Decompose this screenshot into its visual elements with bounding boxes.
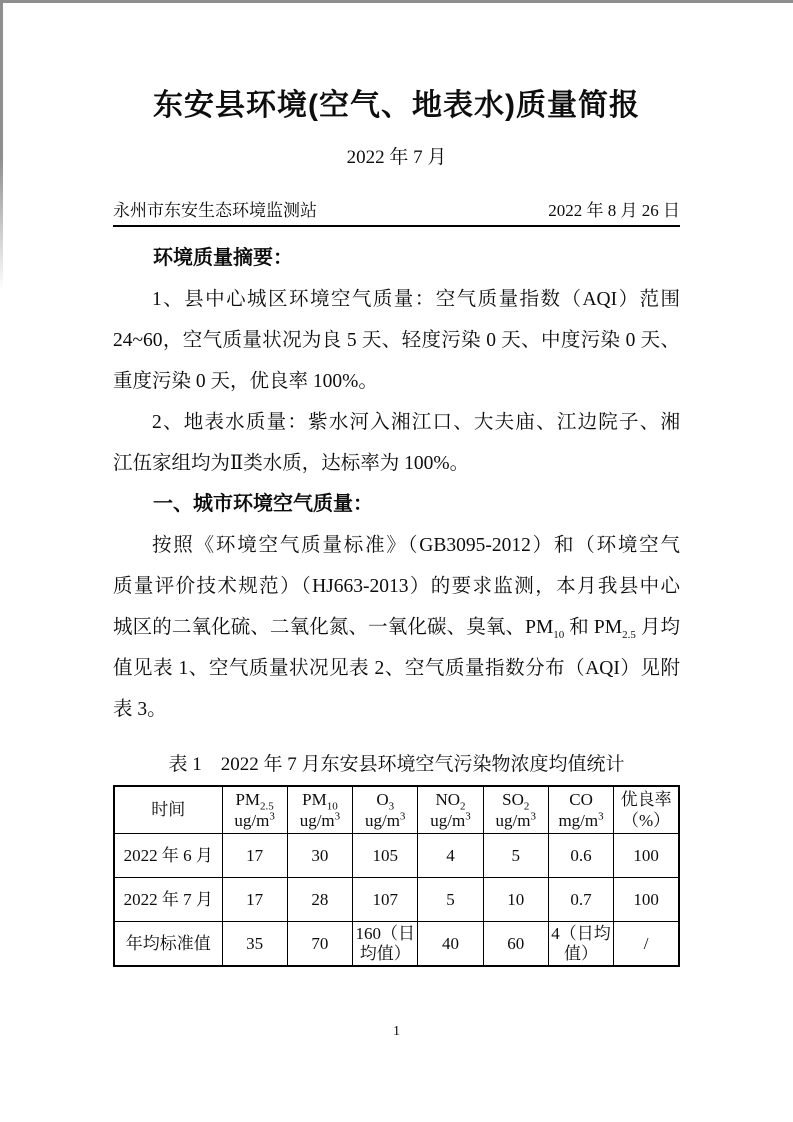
table-cell: 4 [418, 834, 483, 878]
table1-pollutant-averages [113, 785, 680, 967]
table1-caption: 表 1 2022 年 7 月东安县环境空气污染物浓度均值统计 [168, 754, 625, 775]
table-cell: 30 [287, 834, 352, 878]
table-cell: 40 [418, 922, 483, 967]
table-row-june [114, 834, 679, 878]
table-cell: 10 [483, 878, 548, 922]
signature-line [113, 200, 680, 227]
table-cell: 160（日均值） [353, 922, 418, 967]
pm25-subscript: 2.5 [622, 628, 636, 641]
table-cell: 60 [483, 922, 548, 967]
page-edge-shadow-top [0, 0, 793, 3]
row-label: 2022 年 6 月 [114, 834, 222, 878]
section1-para-line-pm [113, 607, 680, 648]
summary-heading: 环境质量摘要： [153, 247, 293, 269]
summary-item2-line: 江伍家组均为Ⅱ类水质，达标率为 100%。 [113, 453, 470, 474]
col-header-co: CO $mg/m^3$ [548, 786, 613, 834]
org-name: 永州市东安生态环境监测站 [113, 201, 317, 220]
report-date: 2022 年 8 月 26 日 [548, 201, 680, 220]
table-cell: 17 [222, 834, 287, 878]
col-header-pm10: $PM_{10}$ $ug/m^3$ [287, 786, 352, 834]
summary-item2-line: 2、地表水质量：紫水河入湘江口、大夫庙、江边院子、湘 [152, 412, 680, 433]
col-header-time: 时间 [114, 786, 222, 834]
col-header-so2: $SO_2$ $ug/m^3$ [483, 786, 548, 834]
table-cell: 70 [287, 922, 352, 967]
table-cell: 5 [483, 834, 548, 878]
col-header-o3: $O_3$ $ug/m^3$ [353, 786, 418, 834]
table-cell: 100 [614, 834, 679, 878]
col-header-pm25: $PM_{2.5}$ $ug/m^3$ [222, 786, 287, 834]
table-cell: 107 [353, 878, 418, 922]
summary-item1-line: 1、县中心城区环境空气质量：空气质量指数（AQI）范围 [152, 289, 680, 310]
table1-header-row [114, 786, 679, 834]
summary-item1-line: 24~60，空气质量状况为良 5 天、轻度污染 0 天、中度污染 0 天、 [113, 330, 680, 351]
section1-para-line: 值见表 1、空气质量状况见表 2、空气质量指数分布（AQI）见附 [113, 658, 680, 679]
page-edge-shadow-left [0, 0, 3, 290]
table-cell: 4（日均值） [548, 922, 613, 967]
table-cell: 105 [353, 834, 418, 878]
row-label: 2022 年 7 月 [114, 878, 222, 922]
page-title: 东安县环境(空气、地表水)质量简报 [153, 89, 640, 122]
table-cell: 17 [222, 878, 287, 922]
section1-para-line: 表 3。 [113, 699, 167, 720]
table-cell: 28 [287, 878, 352, 922]
page-number: 1 [393, 1024, 400, 1039]
section1-para-line: 质量评价技术规范）（HJ663-2013）的要求监测，本月我县中心 [113, 576, 680, 597]
pm-line-post: 月均 [635, 617, 680, 638]
pm10-subscript: 10 [553, 628, 565, 641]
table-cell: 100 [614, 878, 679, 922]
table-cell: 0.7 [548, 878, 613, 922]
table-cell: 0.6 [548, 834, 613, 878]
table-cell: / [614, 922, 679, 967]
document-body [113, 238, 680, 730]
row-label: 年均标准值 [114, 922, 222, 967]
section1-para-line: 按照《环境空气质量标准》（GB3095-2012）和（环境空气 [152, 535, 680, 556]
summary-item1-line: 重度污染 0 天，优良率 100%。 [113, 371, 378, 392]
col-header-no2: $NO_2$ $ug/m^3$ [418, 786, 483, 834]
table-cell: 35 [222, 922, 287, 967]
table-row-july [114, 878, 679, 922]
report-month: 2022 年 7 月 [346, 147, 447, 168]
table-row-annual-standard [114, 922, 679, 967]
table-cell: 5 [418, 878, 483, 922]
section1-heading: 一、城市环境空气质量： [153, 493, 373, 515]
pm-line-pre: 城区的二氧化硫、二氧化氮、一氧化碳、臭氧、PM [113, 617, 554, 638]
pm-line-mid: 和 PM [564, 617, 623, 638]
col-header-good-rate: 优良率 （%） [614, 786, 679, 834]
